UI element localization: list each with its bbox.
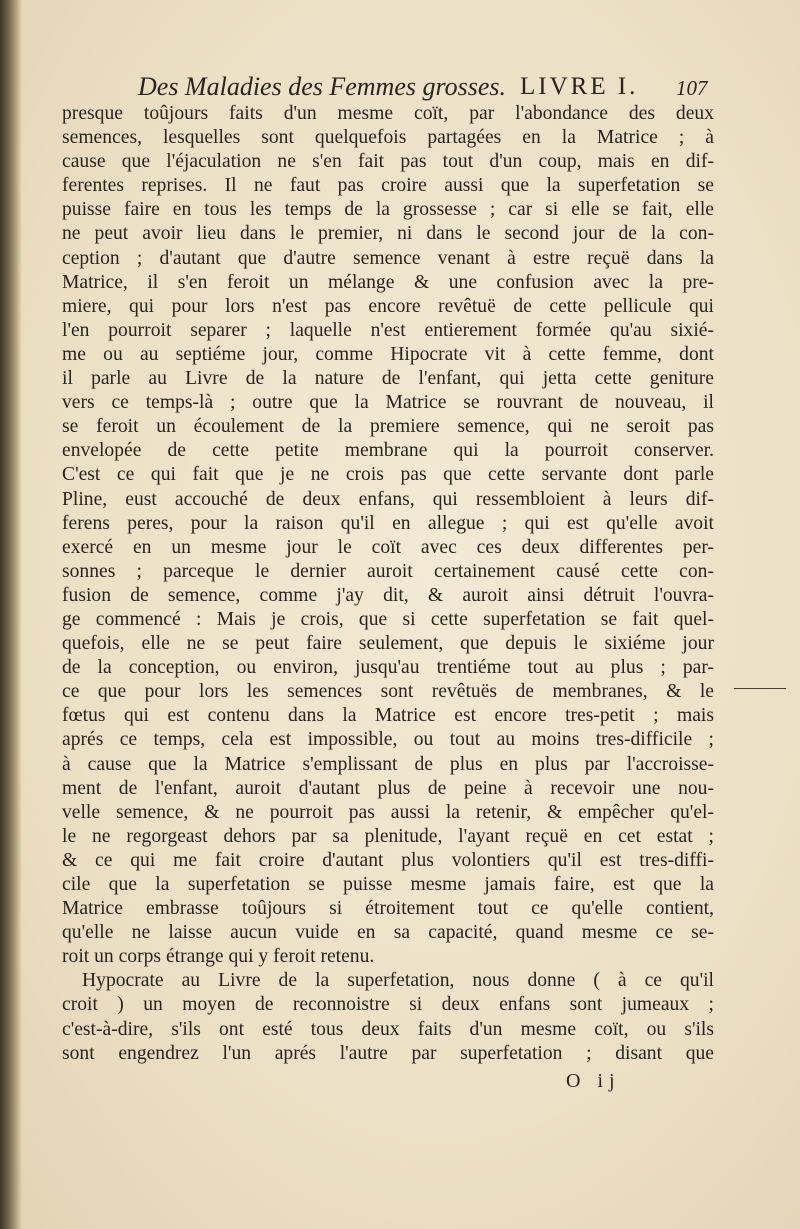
page-number: 107 — [676, 76, 708, 100]
text-line: Hypocrate au Livre de la superfetation, nous donne ( à ce qu'il — [82, 970, 714, 992]
text-line: qu'elle ne laisse aucun vuide en sa capacité, quand mesme ce se- — [62, 922, 714, 944]
text-line: ferentes reprises. Il ne faut pas croire aussi que la superfetation se — [62, 175, 714, 197]
text-line: Pline, eust accouché de deux enfans, qui ressembloient à leurs dif- — [62, 488, 714, 510]
text-line: aprés ce temps, cela est impossible, ou tout au moins tres-difficile ; — [62, 729, 714, 751]
text-line: il parle au Livre de la nature de l'enfant, qui jetta cette geniture — [62, 368, 714, 390]
text-line: & ce qui me fait croire d'autant plus volontiers qu'il est tres-diffi- — [62, 849, 714, 871]
text-line: semences, lesquelles sont quelquefois partagées en la Matrice ; à — [62, 127, 714, 149]
book-spine-shadow — [0, 0, 22, 1229]
text-line: cile que la superfetation se puisse mesme jamais faire, est que la — [62, 874, 714, 895]
text-line: miere, qui pour lors n'est pas encore revêtuë de cette pellicule qui — [62, 295, 714, 317]
page-header — [138, 66, 718, 106]
text-line: envelopée de cette petite membrane qui la pourroit conserver. — [62, 440, 714, 462]
text-line: cause que l'éjaculation ne s'en fait pas tout d'un coup, mais en dif- — [62, 151, 714, 173]
text-line: Matrice embrasse toûjours si étroitement tout ce qu'elle contient, — [62, 898, 714, 920]
text-line: se feroit un écoulement de la premiere semence, qui ne seroit pas — [62, 416, 714, 438]
text-line: le ne regorgeast dehors par sa plenitude, l'ayant reçuë en cet estat ; — [62, 825, 714, 847]
text-line: croit ) un moyen de reconnoistre si deux enfans sont jumeaux ; — [62, 994, 714, 1016]
text-line: C'est ce qui fait que je ne crois pas que cette servante dont parle — [62, 464, 714, 486]
text-line: exercé en un mesme jour le coït avec ces deux differentes per- — [62, 536, 714, 558]
text-line: ferens peres, pour la raison qu'il en allegue ; qui est qu'elle avoit — [62, 512, 714, 534]
body-text — [62, 102, 714, 1066]
text-line: quefois, elle ne se peut faire seulement, que depuis le sixiéme jour — [62, 633, 714, 655]
text-line: sonnes ; parceque le dernier auroit certainement causé cette con- — [62, 560, 714, 582]
text-line: ge commencé : Mais je crois, que si cette superfetation se fait quel- — [62, 608, 714, 630]
text-line: ment de l'enfant, auroit d'autant plus de peine à recevoir une nou- — [62, 777, 714, 799]
text-line: puisse faire en tous les temps de la grossesse ; car si elle se fait, elle — [62, 199, 714, 221]
text-line: l'en pourroit separer ; laquelle n'est entierement formée qu'au sixié- — [62, 319, 714, 341]
text-line: de la conception, ou environ, jusqu'au trentiéme tout au plus ; par- — [62, 657, 714, 679]
margin-rule — [734, 688, 786, 689]
text-line: sont engendrez l'un aprés l'autre par superfetation ; disant que — [62, 1042, 714, 1064]
text-line: presque toûjours faits d'un mesme coït, par l'abondance des deux — [62, 103, 714, 124]
signature-mark: O ij — [566, 1070, 621, 1092]
running-title: Des Maladies des Femmes grosses. — [138, 72, 507, 101]
text-line: velle semence, & ne pourroit pas aussi la retenir, & empêcher qu'el- — [62, 801, 714, 823]
text-line: vers ce temps-là ; outre que la Matrice se rouvrant de nouveau, il — [62, 392, 714, 414]
text-line: me ou au septiéme jour, comme Hipocrate vit à cette femme, dont — [62, 343, 714, 365]
text-line: ne peut avoir lieu dans le premier, ni dans le second jour de la con- — [62, 223, 714, 245]
text-line: c'est-à-dire, s'ils ont esté tous deux faits d'un mesme coït, ou s'ils — [62, 1018, 714, 1040]
text-line: Matrice, il s'en feroit un mélange & une confusion avec la pre- — [62, 271, 714, 293]
text-line: fœtus qui est contenu dans la Matrice est encore tres-petit ; mais — [62, 705, 714, 727]
text-line: à cause que la Matrice s'emplissant de plus en plus par l'accroisse- — [62, 753, 714, 775]
text-line: fusion de semence, comme j'ay dit, & auroit ainsi détruit l'ouvra- — [62, 584, 714, 606]
book-label: LIVRE I. — [520, 73, 639, 100]
text-line: ception ; d'autant que d'autre semence venant à estre reçuë dans la — [62, 247, 714, 269]
text-line: roit un corps étrange qui y feroit retenu. — [62, 946, 375, 968]
text-line: ce que pour lors les semences sont revêtuës de membranes, & le — [62, 681, 714, 703]
